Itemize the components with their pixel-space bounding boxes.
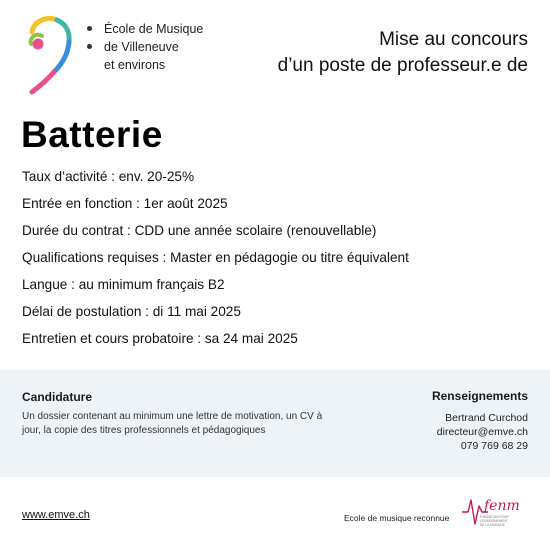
detail-interview: Entretien et cours probatoire : sa 24 mai 2025 [22, 331, 298, 346]
detail-contract-duration: Durée du contrat : CDD une année scolaire (renouvellable) [22, 223, 377, 238]
contact-name: Bertrand Curchod [445, 412, 528, 424]
announcement-heading [278, 27, 528, 79]
job-details-list [22, 168, 409, 357]
detail-activity-rate: Taux d’activité : env. 20-25% [22, 169, 195, 184]
website-link[interactable]: www.emve.ch [22, 509, 90, 521]
school-logo-icon [26, 14, 76, 96]
heading-line-2: d’un poste de professeur.e de [277, 55, 528, 76]
svg-text:fenm: fenm [484, 498, 520, 514]
fenm-logo-icon [458, 490, 528, 532]
detail-start-date: Entrée en fonction : 1er août 2025 [22, 196, 228, 211]
renseignements-title: Renseignements [431, 389, 528, 403]
detail-qualifications: Qualifications requises : Master en pédagogie ou titre équivalent [22, 250, 409, 265]
candidature-text: Un dossier contenant au minimum une lettre de motivation, un CV à jour, la copie des titres professionnels et pédagogiques [22, 411, 323, 436]
contact-phone[interactable]: 079 769 68 29 [460, 440, 528, 452]
detail-deadline: Délai de postulation : di 11 mai 2025 [22, 304, 241, 319]
school-name-line: École de Musique [86, 20, 203, 38]
subject-title: Batterie [21, 114, 163, 155]
detail-language: Langue : au minimum français B2 [22, 277, 225, 292]
svg-text:FONDATION POUR: FONDATION POUR [480, 515, 509, 519]
school-name-line: de Villeneuve [86, 38, 203, 56]
svg-text:L’ENSEIGNEMENT: L’ENSEIGNEMENT [480, 519, 508, 523]
contact-info [437, 411, 528, 453]
school-name [86, 20, 203, 74]
svg-text:DE LA MUSIQUE: DE LA MUSIQUE [480, 523, 505, 527]
candidature-title: Candidature [22, 390, 93, 404]
contact-email[interactable]: directeur@emve.ch [436, 426, 528, 438]
school-name-line: et environs [104, 58, 166, 72]
recognized-label: Ecole de musique reconnue [344, 513, 450, 523]
heading-line-1: Mise au concours [379, 29, 528, 50]
